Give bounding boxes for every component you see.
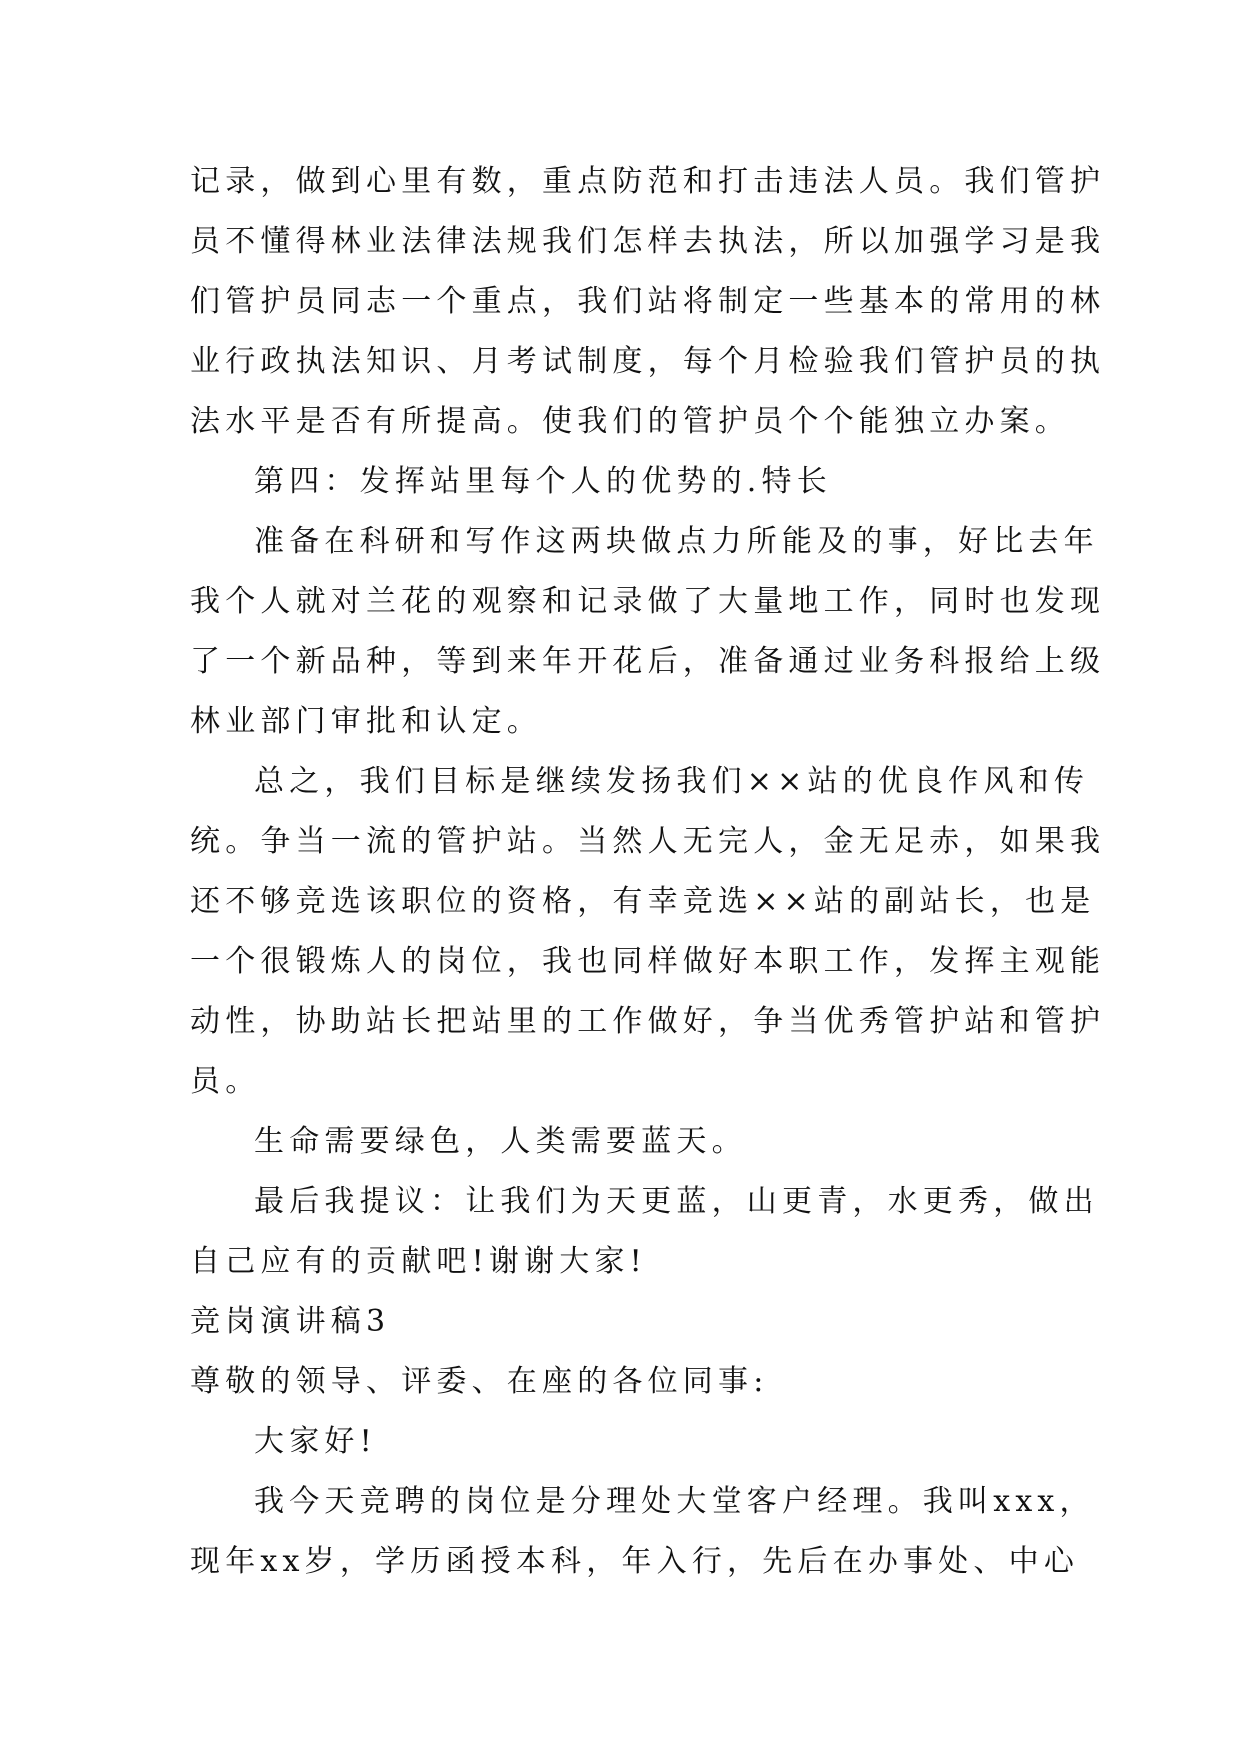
text-line: 员。 (190, 1064, 261, 1099)
text-line: 林业部门审批和认定。 (190, 704, 542, 739)
text-line: 员不懂得林业法律法规我们怎样去执法，所以加强学习是我 (190, 224, 1106, 259)
text-line: 最后我提议：让我们为天更蓝，山更青，水更秀，做出 (254, 1184, 1099, 1219)
text-line: 我个人就对兰花的观察和记录做了大量地工作，同时也发现 (190, 584, 1106, 619)
greeting: 大家好! (254, 1424, 377, 1459)
text-line: 现年xx岁，学历函授本科，年入行，先后在办事处、中心 (190, 1544, 1080, 1579)
text-line: 还不够竞选该职位的资格，有幸竞选××站的副站长，也是 (190, 884, 1096, 919)
document-body (190, 152, 1106, 1592)
text-line: 了一个新品种，等到来年开花后，准备通过业务科报给上级 (190, 644, 1106, 679)
text-line: 业行政执法知识、月考试制度，每个月检验我们管护员的执 (190, 344, 1106, 379)
text-line: 生命需要绿色，人类需要蓝天。 (254, 1124, 747, 1159)
text-line: 总之，我们目标是继续发扬我们××站的优良作风和传 (254, 764, 1090, 799)
salutation: 尊敬的领导、评委、在座的各位同事: (190, 1364, 769, 1399)
document-title: 竞岗演讲稿3 (190, 1304, 391, 1339)
text-line: 记录，做到心里有数，重点防范和打击违法人员。我们管护 (190, 164, 1106, 199)
text-line: 自己应有的贡献吧!谢谢大家! (190, 1244, 647, 1279)
section-heading: 第四：发挥站里每个人的优势的.特长 (254, 464, 832, 499)
text-line: 一个很锻炼人的岗位，我也同样做好本职工作，发挥主观能 (190, 944, 1106, 979)
text-line: 准备在科研和写作这两块做点力所能及的事，好比去年 (254, 524, 1099, 559)
text-line: 统。争当一流的管护站。当然人无完人，金无足赤，如果我 (190, 824, 1106, 859)
text-line: 动性，协助站长把站里的工作做好，争当优秀管护站和管护 (190, 1004, 1106, 1039)
text-line: 们管护员同志一个重点，我们站将制定一些基本的常用的林 (190, 284, 1106, 319)
text-line: 法水平是否有所提高。使我们的管护员个个能独立办案。 (190, 404, 1070, 439)
text-line: 我今天竞聘的岗位是分理处大堂客户经理。我叫xxx， (254, 1484, 1095, 1519)
